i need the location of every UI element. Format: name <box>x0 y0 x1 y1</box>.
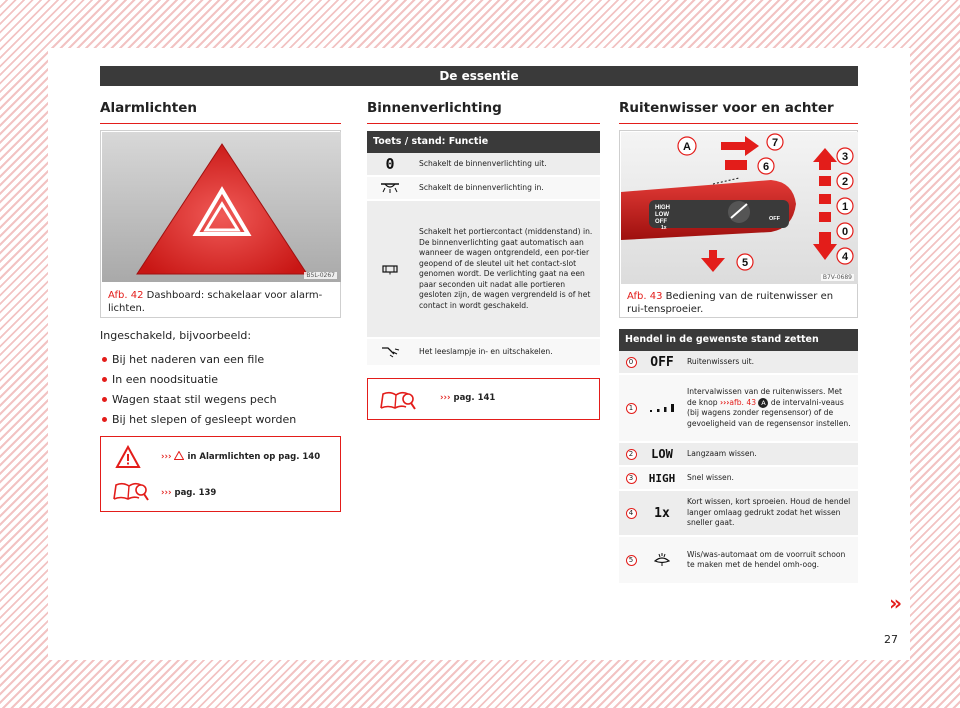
small-warning-icon <box>174 451 184 460</box>
figure-code: B5L-0267 <box>306 272 335 279</box>
section-header: De essentie <box>100 66 858 86</box>
warning-icon <box>115 445 141 469</box>
stalk-label: LOW <box>655 212 669 218</box>
figure-caption-text: Dashboard: schakelaar voor alarm-lichten. <box>108 290 323 314</box>
book-search-icon <box>111 477 151 505</box>
stalk-label: 1x <box>661 225 667 231</box>
stalk-label: OFF <box>769 216 780 222</box>
list-item: Bij het slepen of gesleept worden <box>102 410 296 430</box>
stalk-label: HIGH <box>655 205 670 211</box>
book-reference[interactable]: ››› pag. 139 <box>161 488 217 498</box>
intro-text: Ingeschakeld, bijvoorbeeld: <box>100 329 252 342</box>
off-symbol: OFF <box>650 354 674 370</box>
book-reference[interactable]: ››› pag. 141 <box>440 393 496 403</box>
callout-label: A <box>683 141 691 153</box>
figure-code: B7V-0689 <box>822 274 852 281</box>
callout-a-badge: A <box>758 398 768 408</box>
page-number: 27 <box>884 633 898 646</box>
reading-light-icon <box>380 346 400 358</box>
table-row: 3 HIGH Snel wissen. <box>619 467 858 491</box>
alarm-lights-title: Alarmlichten <box>100 100 341 124</box>
table-row: 0 Schakelt de binnenverlichting uit. <box>367 153 600 177</box>
door-contact-icon <box>381 263 399 275</box>
callout-label: 5 <box>741 257 749 269</box>
callout-label: 2 <box>841 176 849 188</box>
table-row: Schakelt het portiercontact (middenstand) in. De binnenverlichting gaat automatisch aan wanneer de wagen ontgrendeld, een por-tier geopend of de sleutel uit het contact-slot genomen wordt. De verlichting gaat na een paar seconden uit nadat alle portieren gesloten zijn, de wagen vergrendeld is of het contact in wordt geschakeld. <box>367 201 600 339</box>
figure-caption-text: Bediening van de ruitenwisser en rui-tensproeier. <box>627 291 834 315</box>
figure-caption <box>627 290 853 316</box>
table-row: 5 Wis/was-automaat om de voorruit schoon te maken met de hendel omh-oog. <box>619 537 858 585</box>
table-row: 2 LOW Langzaam wissen. <box>619 443 858 467</box>
book-search-icon <box>378 386 418 414</box>
low-symbol: LOW <box>651 447 673 461</box>
table-row: Schakelt de binnenverlichting in. <box>367 177 600 201</box>
table-row: 0 OFF Ruitenwissers uit. <box>619 351 858 375</box>
table-row: 4 1x Kort wissen, kort sproeien. Houd de hendel langer omlaag gedrukt zodat het wissen sneller gaat. <box>619 491 858 537</box>
usage-list <box>102 350 296 430</box>
callout-label: 0 <box>841 226 849 238</box>
stalk-label: OFF <box>655 219 667 225</box>
interior-light-table <box>367 131 600 367</box>
figure-label: Afb. 43 <box>627 291 663 302</box>
table-row: Het leeslampje in- en uitschakelen. <box>367 339 600 367</box>
callout-label: 1 <box>841 201 849 213</box>
figure-label: Afb. 42 <box>108 290 144 301</box>
washer-icon <box>653 552 671 568</box>
hazard-figure <box>100 130 341 318</box>
figure-caption <box>108 289 334 315</box>
continue-arrow: » <box>889 591 902 615</box>
page <box>48 48 910 660</box>
callout-label: 3 <box>841 151 849 163</box>
warning-reference[interactable]: ››› in Alarmlichten op pag. 140 <box>161 452 321 462</box>
callout-label: 7 <box>771 137 779 149</box>
wiper-figure <box>619 130 858 318</box>
high-symbol: HIGH <box>648 471 676 485</box>
list-item: In een noodsituatie <box>102 370 296 390</box>
hazard-button-image <box>102 132 341 282</box>
table-header: Toets / stand: Functie <box>367 131 600 153</box>
wiper-title: Ruitenwisser voor en achter <box>619 100 858 124</box>
single-wipe-symbol: 1x <box>654 505 670 521</box>
figure-reference-link[interactable]: afb. 43 <box>729 397 757 407</box>
list-item: Wagen staat stil wegens pech <box>102 390 296 410</box>
list-item: Bij het naderen van een file <box>102 350 296 370</box>
zero-icon: 0 <box>385 155 395 173</box>
reference-box <box>367 378 600 420</box>
table-row: 1 Intervalwissen van de ruitenwissers. Met de knop ›››afb. 43 A de intervalni-veaus (bij wagens zonder regensensor) of de gevoeligheid van de regensensor instellen. <box>619 375 858 443</box>
light-on-icon <box>380 182 400 194</box>
interval-icon <box>649 403 675 413</box>
reference-box <box>100 436 341 512</box>
callout-label: 6 <box>762 161 770 173</box>
table-header: Hendel in de gewenste stand zetten <box>619 329 858 351</box>
wiper-stalk-image <box>621 132 858 284</box>
wiper-table <box>619 329 858 585</box>
interior-light-title: Binnenverlichting <box>367 100 600 124</box>
callout-label: 4 <box>841 251 849 263</box>
